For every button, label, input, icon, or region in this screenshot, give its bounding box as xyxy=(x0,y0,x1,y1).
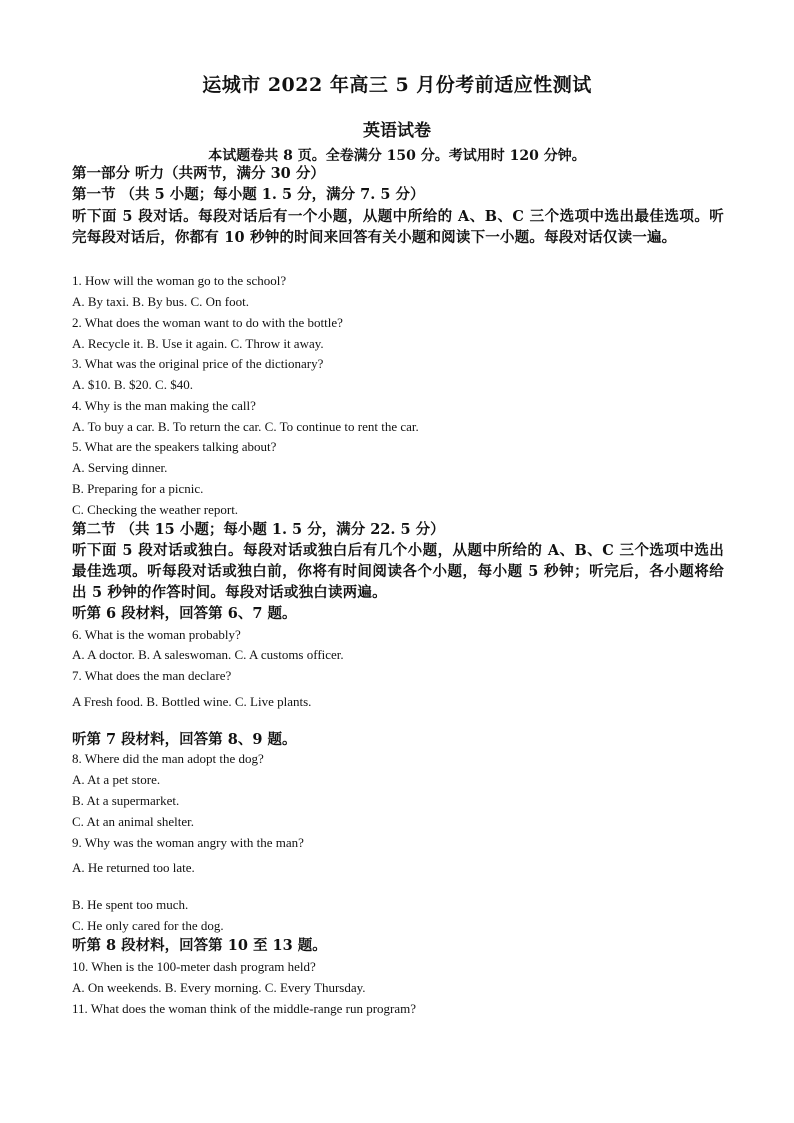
section2-instructions: 听下面 5 段对话或独白。每段对话或独白后有几个小题，从题中所给的 A、B、C 三个选项中选出最佳选项。听每段对话或独白前，你将有时间阅读各个小题，每小题 5 秒钟；听完后，各小题将给出 5 秒钟的作答时间。每段对话或独白读两遍。 xyxy=(72,542,724,601)
option-line: A. On weekends. B. Every morning. C. Every Thursday. xyxy=(72,980,366,995)
option-line: A. He returned too late. xyxy=(72,860,195,875)
question-line: 8. Where did the man adopt the dog? xyxy=(72,751,264,766)
option-line: A. To buy a car. B. To return the car. C. To continue to rent the car. xyxy=(72,419,419,434)
question-line: 3. What was the original price of the dictionary? xyxy=(72,356,324,371)
question-line: 10. When is the 100-meter dash program held? xyxy=(72,959,316,974)
part1-heading: 第一部分 听力（共两节，满分 30 分） xyxy=(72,165,325,182)
section2-heading: 第二节 （共 15 小题；每小题 1. 5 分，满分 22. 5 分） xyxy=(72,521,445,538)
question-line: 4. Why is the man making the call? xyxy=(72,398,256,413)
option-line: A. At a pet store. xyxy=(72,772,161,787)
question-line: 9. Why was the woman angry with the man? xyxy=(72,835,304,850)
option-line: B. Preparing for a picnic. xyxy=(72,481,204,496)
option-line: C. Checking the weather report. xyxy=(72,502,239,517)
exam-info: 本试题卷共 8 页。全卷满分 150 分。考试用时 120 分钟。 xyxy=(208,148,586,164)
option-line: A. Recycle it. B. Use it again. C. Throw it away. xyxy=(72,336,324,351)
question-line: 7. What does the man declare? xyxy=(72,668,232,683)
option-line: A Fresh food. B. Bottled wine. C. Live plants. xyxy=(72,694,312,709)
option-line: A. By taxi. B. By bus. C. On foot. xyxy=(72,294,249,309)
paper-subtitle: 英语试卷 xyxy=(363,121,431,141)
question-line: 2. What does the woman want to do with the bottle? xyxy=(72,315,343,330)
section1-heading: 第一节 （共 5 小题；每小题 1. 5 分，满分 7. 5 分） xyxy=(72,186,425,203)
option-line: B. He spent too much. xyxy=(72,897,189,912)
group-heading: 听第 6 段材料，回答第 6、7 题。 xyxy=(72,605,297,622)
option-line: C. At an animal shelter. xyxy=(72,814,195,829)
option-line: A. $10. B. $20. C. $40. xyxy=(72,377,193,392)
question-line: 11. What does the woman think of the middle-range run program? xyxy=(72,1001,417,1016)
option-line: A. A doctor. B. A saleswoman. C. A customs officer. xyxy=(72,647,344,662)
question-line: 5. What are the speakers talking about? xyxy=(72,439,277,454)
option-line: B. At a supermarket. xyxy=(72,793,180,808)
option-line: A. Serving dinner. xyxy=(72,460,168,475)
option-line: C. He only cared for the dog. xyxy=(72,918,224,933)
group-heading: 听第 7 段材料，回答第 8、9 题。 xyxy=(72,731,297,748)
group-heading: 听第 8 段材料，回答第 10 至 13 题。 xyxy=(72,937,327,954)
question-line: 1. How will the woman go to the school? xyxy=(72,273,287,288)
question-line: 6. What is the woman probably? xyxy=(72,627,241,642)
exam-title: 运城市 2022 年高三 5 月份考前适应性测试 xyxy=(202,74,592,96)
section1-instructions: 听下面 5 段对话。每段对话后有一个小题，从题中所给的 A、B、C 三个选项中选出最佳选项。听完每段对话后，你都有 10 秒钟的时间来回答有关小题和阅读下一小题。每段对话仅读一遍。 xyxy=(72,208,724,246)
